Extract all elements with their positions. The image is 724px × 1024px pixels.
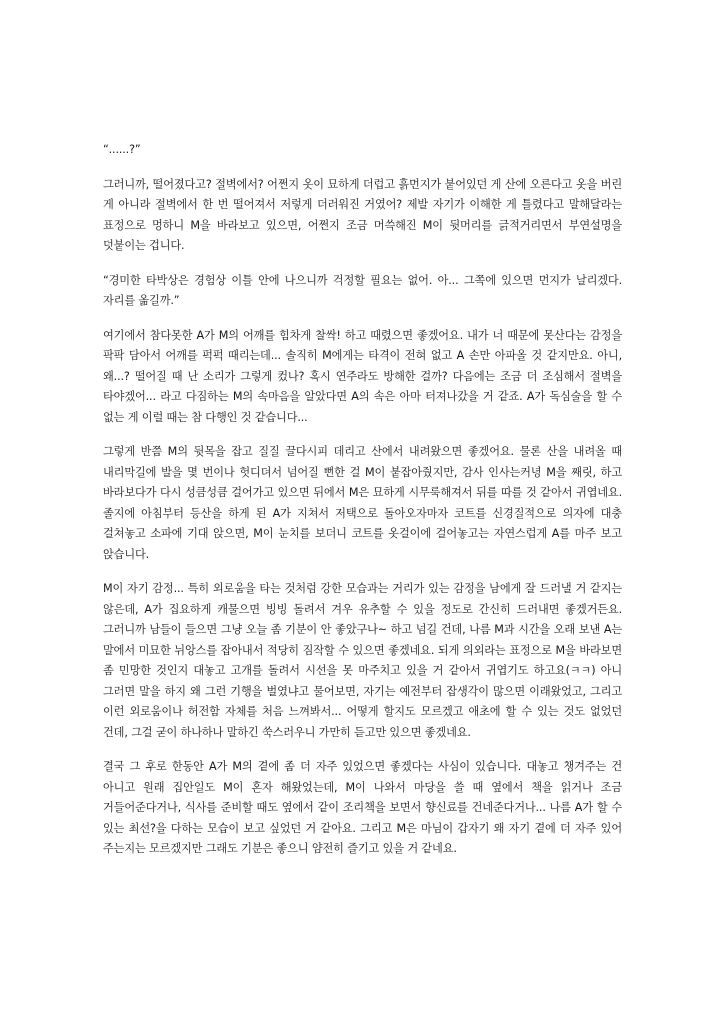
- paragraph-1: “......?”: [103, 143, 141, 156]
- paragraph-3: “경미한 타박상은 경험상 이틀 안에 나으니까 걱정할 필요는 없어. 아... 그쪽에 있으면 먼지가 날리겠다. 자리를 옮길까.”: [103, 273, 622, 307]
- paragraph-4: 여기에서 참다못한 A가 M의 어깨를 힘차게 찰싹! 하고 때렸으면 좋겠어요. 내가 너 때문에 못산다는 감정을 팍팍 담아서 어깨를 퍽퍽 때리는데... 솔직히 M에게는 타격이 전혀 없고 A 손만 아파올 것 같지만요. 아니, 왜...? 떨어질 때 난 소리가 그렇게 컸나? 혹시 연주라도 방해한 걸까? 다음에는 조금 더 조심해서 절벽을 타야겠어... 라고 다짐하는 M의 속마음을 알았다면 A의 속은 아마 터져나갔을 거 같죠. A가 독심술을 할 수 없는 게 이럴 때는 참 다행인 것 같습니다...: [103, 328, 622, 424]
- document-page: [103, 140, 622, 874]
- paragraph-2: 그러니까, 떨어졌다고? 절벽에서? 어쩐지 옷이 묘하게 더럽고 흙먼지가 붙어있던 게 산에 오른다고 옷을 버린 게 아니라 절벽에서 한 번 떨어져서 저렇게 더러워진 거였어? 제발 자기가 이해한 게 틀렸다고 말해달라는 표정으로 멍하니 M을 바라보고 있으면, 어쩐지 조금 머쓱해진 M이 뒷머리를 긁적거리면서 부연설명을 덧붙이는 겁니다.: [103, 177, 622, 252]
- paragraph-5: 그렇게 반쯤 M의 뒷목을 잡고 질질 끌다시피 데리고 산에서 내려왔으면 좋겠어요. 물론 산을 내려올 때 내리막길에 발을 몇 번이나 헛디뎌서 넘어질 뻔한 걸 M이 붙잡아줬지만, 감사 인사는커녕 M을 째릿, 하고 바라보다가 다시 성큼성큼 걸어가고 있으면 뒤에서 M은 묘하게 시무룩해져서 뒤를 따를 것 같아서 귀엽네요. 졸지에 아침부터 등산을 하게 된 A가 지쳐서 저택으로 돌아오자마자 코트를 신경질적으로 의자에 대충 걸쳐놓고 소파에 기대 앉으면, M이 눈치를 보더니 코트를 옷걸이에 걸어놓고는 자연스럽게 A를 마주 보고 앉습니다.: [103, 445, 622, 561]
- paragraph-6: M이 자기 감정... 특히 외로움을 타는 것처럼 강한 모습과는 거리가 있는 감정을 남에게 잘 드러낼 거 같지는 않은데, A가 집요하게 캐물으면 빙빙 돌려서 겨우 유추할 수 있을 정도로 간신히 드러내면 좋겠거든요. 그러니까 남들이 들으면 그냥 오늘 좀 기분이 안 좋았구나~ 하고 넘길 건데, 나름 M과 시간을 오래 보낸 A는 말에서 미묘한 뉘앙스를 잡아내서 적당히 짐작할 수 있으면 좋겠네요. 되게 의외라는 표정으로 M을 바라보면 좀 민망한 것인지 대놓고 고개를 돌려서 시선을 못 마주치고 있을 거 같아서 귀엽기도 하고요(ㅋㅋ) 아니 그러면 말을 하지 왜 그런 기행을 벌였냐고 물어보면, 자기는 예전부터 잡생각이 많으면 이래왔었고, 그리고 이런 외로움이나 허전함 자체를 처음 느껴봐서... 어떻게 할지도 모르겠고 애초에 할 수 있는 것도 없었던 건데, 그걸 굳이 하나하나 말하긴 쑥스러우니 가만히 듣고만 있으면 좋겠네요.: [103, 582, 622, 739]
- paragraph-7: 결국 그 후로 한동안 A가 M의 곁에 좀 더 자주 있었으면 좋겠다는 사심이 있습니다. 대놓고 챙겨주는 건 아니고 원래 집안일도 M이 혼자 해왔었는데, M이 나와서 마당을 쓸 때 옆에서 책을 읽거나 조금 거들어준다거나, 식사를 준비할 때도 옆에서 같이 조리책을 보면서 향신료를 건네준다거나... 나름 A가 할 수 있는 최선?을 다하는 모습이 보고 싶었던 거 같아요. 그리고 M은 마님이 갑자기 왜 자기 곁에 더 자주 있어 주는지는 모르겠지만 그래도 기분은 좋으니 얌전히 즐기고 있을 거 같네요.: [103, 760, 622, 855]
